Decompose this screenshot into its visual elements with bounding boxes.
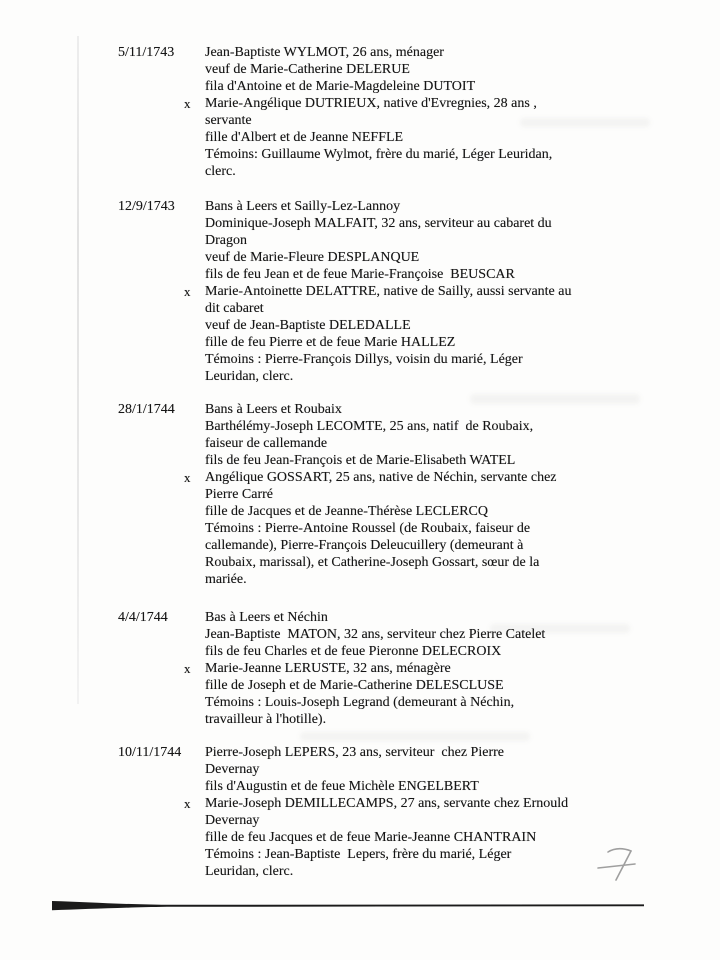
record-text-line: Dragon [205, 233, 247, 248]
marriage-record [118, 198, 572, 385]
record-text-line: Pierre Carré [205, 487, 274, 502]
record-text-line: fils d'Augustin et de feue Michèle ENGELBERT [205, 779, 479, 794]
record-text-line: callemande), Pierre-François Deleucuillery (demeurant à [205, 538, 524, 553]
record-text-line: Leuridan, clerc. [205, 864, 294, 879]
record-section [205, 609, 545, 660]
record-text-line: faiseur de callemande [205, 436, 328, 451]
page-left-edge-shadow [77, 36, 79, 704]
record-text-line: Témoins : Pierre-François Dillys, voisin du marié, Léger [205, 352, 523, 367]
record-section [184, 795, 569, 880]
record-text-line: mariée. [205, 572, 247, 587]
record-section [184, 283, 572, 385]
record-text-line: Bans à Leers et Sailly-Lez-Lannoy [205, 199, 401, 214]
record-section [205, 744, 568, 795]
record-text-line: fille de feu Jacques et de feue Marie-Jeanne CHANTRAIN [205, 830, 537, 845]
record-text-line: fille de Jacques et de Jeanne-Thérèse LECLERCQ [205, 504, 489, 519]
record-text-line: servante [205, 113, 252, 128]
record-body [184, 44, 553, 180]
record-text-line: Jean-Baptiste MATON, 32 ans, serviteur chez Pierre Catelet [205, 627, 546, 642]
record-text-line: travailleur à l'hotille). [205, 712, 327, 727]
record-section [184, 95, 553, 180]
record-date: 10/11/1744 [118, 745, 182, 760]
record-date: 4/4/1744 [118, 610, 168, 625]
spouse-x-marker: x [184, 661, 191, 676]
record-text-line: Angélique GOSSART, 25 ans, native de Néchin, servante chez [205, 470, 557, 485]
marriage-record [118, 44, 552, 180]
record-body [184, 744, 569, 880]
spouse-x-marker: x [184, 96, 191, 111]
record-text-line: fils de feu Jean et de feue Marie-Françoise BEUSCAR [205, 267, 515, 282]
record-text-line: veuf de Jean-Baptiste DELEDALLE [205, 318, 411, 333]
record-date: 5/11/1743 [118, 45, 175, 60]
record-text-line: Pierre-Joseph LEPERS, 23 ans, serviteur chez Pierre [205, 745, 504, 760]
record-text-line: Marie-Jeanne LERUSTE, 32 ans, ménagère [205, 661, 451, 676]
record-section [184, 469, 557, 588]
record-text-line: fila d'Antoine et de Marie-Magdeleine DUTOIT [205, 79, 476, 94]
record-text-line: Devernay [205, 762, 260, 777]
record-section [205, 198, 572, 283]
record-text-line: Marie-Angélique DUTRIEUX, native d'Evregnies, 28 ans , [205, 96, 537, 111]
record-text-line: Marie-Joseph DEMILLECAMPS, 27 ans, servante chez Ernould [205, 796, 569, 811]
marriage-record [118, 401, 557, 588]
record-text-line: veuf de Marie-Catherine DELERUE [205, 62, 410, 77]
spouse-x-marker: x [184, 470, 191, 485]
record-text-line: Barthélémy-Joseph LECOMTE, 25 ans, natif de Roubaix, [205, 419, 534, 434]
spouse-x-marker: x [184, 284, 191, 299]
record-text-line: fille d'Albert et de Jeanne NEFFLE [205, 130, 404, 145]
marriage-record [118, 609, 545, 728]
record-text-line: Dominique-Joseph MALFAIT, 32 ans, serviteur au cabaret du [205, 216, 552, 231]
handwritten-page-number [594, 844, 642, 886]
record-text-line: Témoins: Guillaume Wylmot, frère du marié, Léger Leuridan, [205, 147, 553, 162]
record-text-line: Marie-Antoinette DELATTRE, native de Sailly, aussi servante au [205, 284, 572, 299]
record-text-line: Leuridan, clerc. [205, 369, 294, 384]
record-text-line: fils de feu Jean-François et de Marie-Elisabeth WATEL [205, 453, 516, 468]
record-body [184, 609, 546, 728]
record-text-line: Témoins : Pierre-Antoine Roussel (de Roubaix, faiseur de [205, 521, 531, 536]
record-text-line: Témoins : Louis-Joseph Legrand (demeurant à Néchin, [205, 695, 515, 710]
record-date: 28/1/1744 [118, 402, 175, 417]
record-text-line: Roubaix, marissal), et Catherine-Joseph Gossart, sœur de la [205, 555, 540, 570]
record-text-line: fils de feu Charles et de feue Pieronne DELECROIX [205, 644, 502, 659]
record-text-line: dit cabaret [205, 301, 264, 316]
record-date: 12/9/1743 [118, 199, 175, 214]
record-text-line: fille de Joseph et de Marie-Catherine DELESCLUSE [205, 678, 504, 693]
record-text-line: Témoins : Jean-Baptiste Lepers, frère du marié, Léger [205, 847, 512, 862]
record-body [184, 401, 557, 588]
record-section [205, 401, 557, 469]
record-text-line: Bas à Leers et Néchin [205, 610, 328, 625]
record-body [184, 198, 572, 385]
record-text-line: fille de feu Pierre et de feue Marie HALLEZ [205, 335, 456, 350]
record-section [205, 44, 552, 95]
record-text-line: Jean-Baptiste WYLMOT, 26 ans, ménager [205, 45, 444, 60]
bottom-scan-edge-line [52, 899, 646, 913]
marriage-record [118, 744, 568, 880]
record-text-line: veuf de Marie-Fleure DESPLANQUE [205, 250, 420, 265]
spouse-x-marker: x [184, 796, 191, 811]
record-text-line: clerc. [205, 164, 236, 179]
scan-ghosting-artifact [300, 732, 530, 741]
record-text-line: Devernay [205, 813, 260, 828]
record-section [184, 660, 545, 728]
record-text-line: Bans à Leers et Roubaix [205, 402, 342, 417]
